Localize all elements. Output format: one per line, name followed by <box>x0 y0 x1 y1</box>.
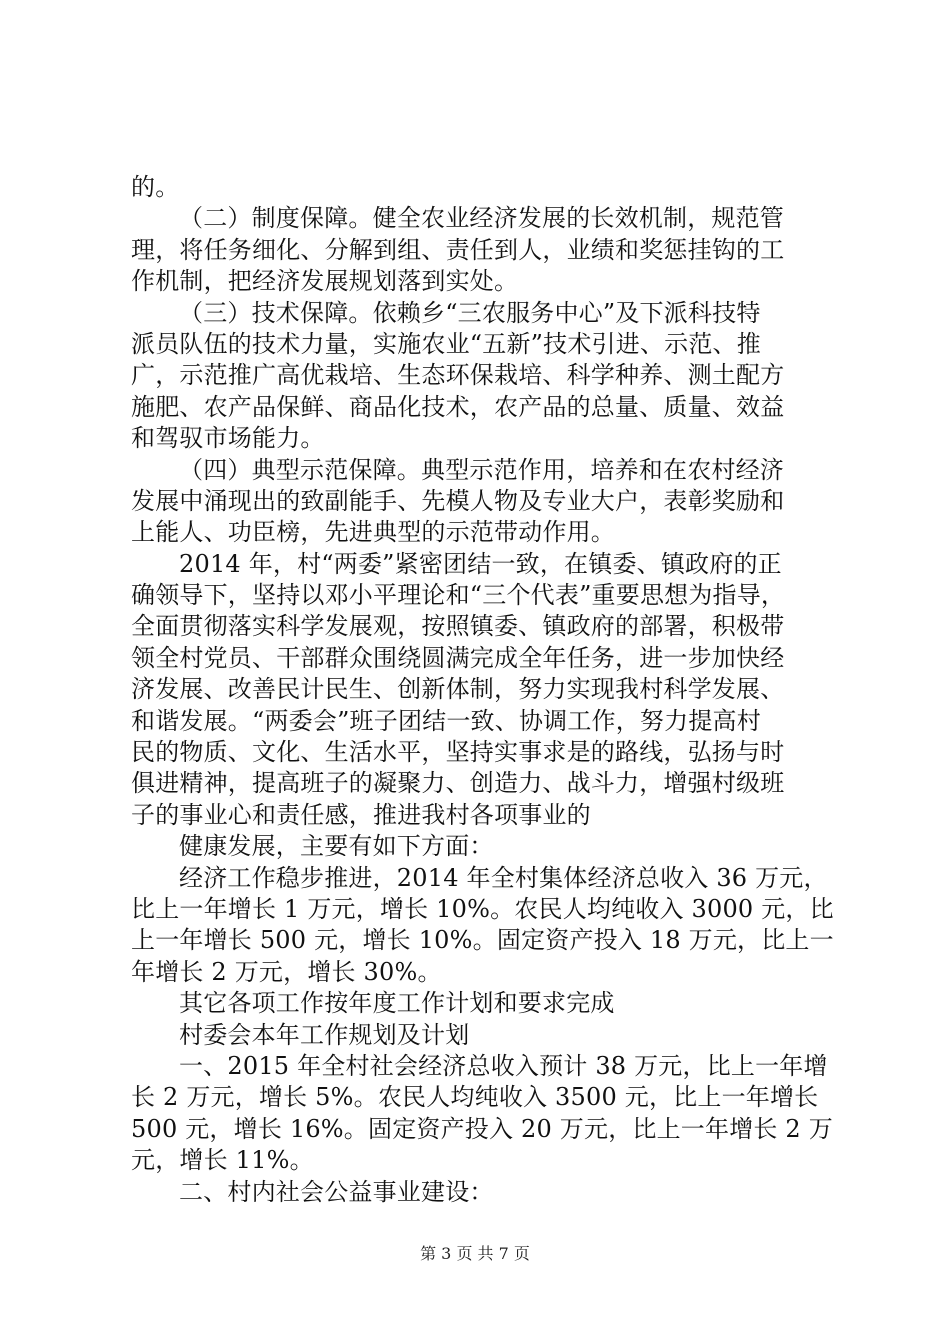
text-line: （二）制度保障。健全农业经济发展的长效机制，规范管 <box>179 204 784 233</box>
text-line: 和驾驭市场能力。 <box>131 424 325 453</box>
text-line: 一、2015 年全村社会经济总收入预计 38 万元，比上一年增 <box>179 1051 828 1080</box>
text-line: 2014 年，村“两委”紧密团结一致，在镇委、镇政府的正 <box>179 549 782 578</box>
text-line: 和谐发展。“两委会”班子团结一致、协调工作，努力提高村 <box>131 706 761 735</box>
text-line: 村委会本年工作规划及计划 <box>179 1020 470 1049</box>
text-line: 领全村党员、干部群众围绕圆满完成全年任务，进一步加快经 <box>131 643 785 672</box>
text-line: 理，将任务细化、分解到组、责任到人，业绩和奖惩挂钩的工 <box>131 235 785 264</box>
text-line: 发展中涌现出的致副能手、先模人物及专业大户，表彰奖励和 <box>131 486 785 515</box>
text-line: 长 2 万元，增长 5%。农民人均纯收入 3500 元，比上一年增长 <box>131 1083 819 1112</box>
text-line: 派员队伍的技术力量，实施农业“五新”技术引进、示范、推 <box>131 329 761 358</box>
text-line: 年增长 2 万元，增长 30%。 <box>131 957 442 986</box>
text-line: 济发展、改善民计民生、创新体制，努力实现我村科学发展、 <box>131 675 785 704</box>
text-line: 元，增长 11%。 <box>131 1146 314 1175</box>
text-line: 俱进精神，提高班子的凝聚力、创造力、战斗力，增强村级班 <box>131 769 785 798</box>
document-body <box>131 172 834 1208</box>
text-line: 其它各项工作按年度工作计划和要求完成 <box>179 989 615 1018</box>
text-line: 广，示范推广高优栽培、生态环保栽培、科学种养、测土配方 <box>131 361 785 390</box>
text-line: 作机制，把经济发展规划落到实处。 <box>131 267 519 296</box>
page-number-footer: 第 3 页 共 7 页 <box>420 1244 530 1263</box>
text-line: （四）典型示范保障。典型示范作用，培养和在农村经济 <box>179 455 784 484</box>
text-line: 二、村内社会公益事业建设： <box>179 1177 494 1206</box>
text-line: 健康发展，主要有如下方面： <box>179 832 494 861</box>
text-line: 全面贯彻落实科学发展观，按照镇委、镇政府的部署，积极带 <box>131 612 785 641</box>
text-line: 子的事业心和责任感，推进我村各项事业的 <box>131 800 591 829</box>
text-line: 的。 <box>131 173 180 201</box>
text-line: 比上一年增长 1 万元，增长 10%。农民人均纯收入 3000 元，比 <box>131 894 834 923</box>
text-line: 上一年增长 500 元，增长 10%。固定资产投入 18 万元，比上一 <box>131 926 834 955</box>
text-line: 民的物质、文化、生活水平，坚持实事求是的路线，弘扬与时 <box>131 738 785 767</box>
text-line: 确领导下，坚持以邓小平理论和“三个代表”重要思想为指导， <box>131 581 786 610</box>
text-line: 500 元，增长 16%。固定资产投入 20 万元，比上一年增长 2 万 <box>131 1114 833 1143</box>
text-line: （三）技术保障。依赖乡“三农服务中心”及下派科技特 <box>179 298 761 327</box>
text-line: 上能人、功臣榜，先进典型的示范带动作用。 <box>131 518 615 547</box>
text-line: 经济工作稳步推进，2014 年全村集体经济总收入 36 万元， <box>179 863 828 892</box>
text-line: 施肥、农产品保鲜、商品化技术，农产品的总量、质量、效益 <box>131 392 785 421</box>
